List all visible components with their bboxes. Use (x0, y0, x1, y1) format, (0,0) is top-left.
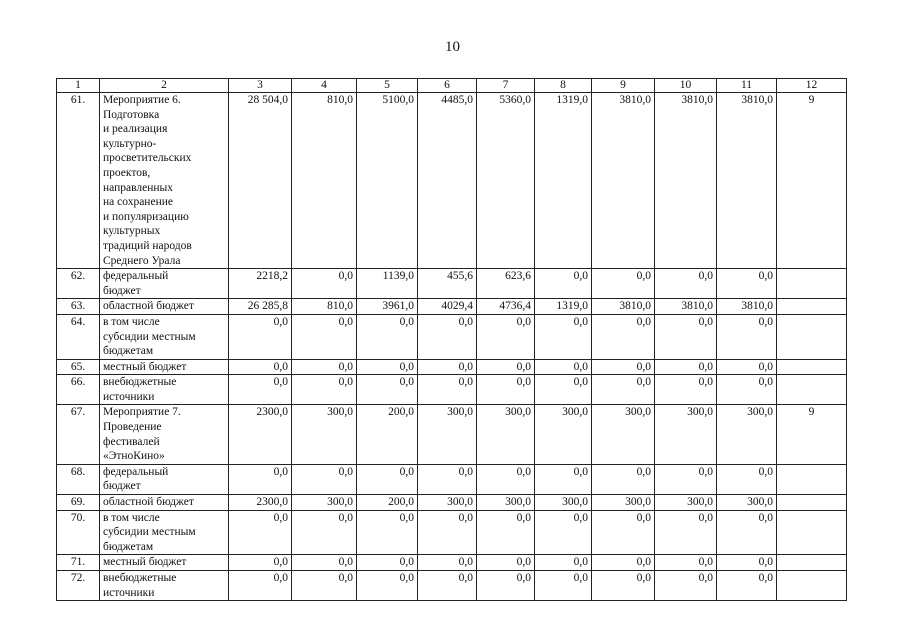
row-label (100, 359, 229, 375)
table-row (57, 464, 847, 494)
row-label-line: «ЭтноКино» (103, 450, 165, 463)
value-cell-col-8: 0,0 (535, 359, 592, 375)
table-row (57, 405, 847, 464)
value-cell-col-9: 0,0 (592, 510, 655, 555)
value-cell-col-4: 300,0 (292, 495, 357, 511)
value-cell-col-10: 300,0 (655, 405, 717, 464)
target-indicator-cell (777, 495, 847, 511)
target-indicator-cell: 9 (777, 405, 847, 464)
table-row (57, 269, 847, 299)
target-indicator-cell (777, 510, 847, 555)
value-cell-col-4: 0,0 (292, 269, 357, 299)
value-cell-col-10: 3810,0 (655, 299, 717, 315)
column-number-4: 4 (292, 79, 357, 93)
row-label-line: проектов, (103, 166, 151, 179)
table-row (57, 495, 847, 511)
value-cell-col-10: 0,0 (655, 269, 717, 299)
value-cell-col-4: 0,0 (292, 464, 357, 494)
value-cell-col-6: 4029,4 (418, 299, 477, 315)
value-cell-col-6: 0,0 (418, 555, 477, 571)
row-label-line: Мероприятие 7. (103, 406, 181, 419)
row-label-line: на сохранение (103, 196, 173, 209)
value-cell-col-10: 0,0 (655, 359, 717, 375)
value-cell-col-3: 0,0 (229, 571, 292, 601)
row-number: 64. (57, 314, 100, 359)
row-label-line: просветительских (103, 152, 192, 165)
row-label (100, 555, 229, 571)
row-number: 61. (57, 93, 100, 269)
row-number: 68. (57, 464, 100, 494)
column-number-row (57, 79, 847, 93)
target-indicator-cell (777, 359, 847, 375)
value-cell-col-5: 200,0 (357, 405, 418, 464)
row-number: 65. (57, 359, 100, 375)
column-number-8: 8 (535, 79, 592, 93)
row-label-line: в том числе (103, 511, 160, 524)
row-label-line: источники (103, 586, 155, 599)
value-cell-col-7: 623,6 (477, 269, 535, 299)
value-cell-col-5: 5100,0 (357, 93, 418, 269)
value-cell-col-3: 0,0 (229, 314, 292, 359)
value-cell-col-7: 0,0 (477, 359, 535, 375)
value-cell-col-3: 0,0 (229, 375, 292, 405)
row-label-line: областной бюджет (103, 300, 194, 313)
row-label-line: фестивалей (103, 435, 160, 448)
column-number-5: 5 (357, 79, 418, 93)
value-cell-col-6: 0,0 (418, 510, 477, 555)
row-label-line: субсидии местным (103, 526, 196, 539)
row-label (100, 299, 229, 315)
row-label-line: Мероприятие 6. (103, 94, 181, 106)
target-indicator-cell (777, 464, 847, 494)
value-cell-col-7: 4736,4 (477, 299, 535, 315)
value-cell-col-5: 0,0 (357, 510, 418, 555)
value-cell-col-10: 0,0 (655, 571, 717, 601)
value-cell-col-7: 5360,0 (477, 93, 535, 269)
row-label-line: в том числе (103, 315, 160, 328)
value-cell-col-4: 0,0 (292, 571, 357, 601)
value-cell-col-4: 810,0 (292, 299, 357, 315)
table-row (57, 510, 847, 555)
value-cell-col-11: 300,0 (717, 405, 777, 464)
value-cell-col-10: 0,0 (655, 510, 717, 555)
table-row (57, 299, 847, 315)
column-number-2: 2 (100, 79, 229, 93)
value-cell-col-9: 3810,0 (592, 93, 655, 269)
value-cell-col-7: 0,0 (477, 510, 535, 555)
value-cell-col-3: 0,0 (229, 555, 292, 571)
value-cell-col-11: 0,0 (717, 269, 777, 299)
value-cell-col-5: 0,0 (357, 359, 418, 375)
row-label-line: бюджетам (103, 345, 154, 358)
row-label-line: федеральный (103, 465, 169, 478)
value-cell-col-9: 0,0 (592, 464, 655, 494)
value-cell-col-6: 300,0 (418, 405, 477, 464)
row-label-line: бюджет (103, 284, 141, 297)
row-number: 63. (57, 299, 100, 315)
value-cell-col-8: 300,0 (535, 405, 592, 464)
value-cell-col-6: 455,6 (418, 269, 477, 299)
value-cell-col-3: 0,0 (229, 510, 292, 555)
value-cell-col-7: 300,0 (477, 495, 535, 511)
value-cell-col-6: 0,0 (418, 464, 477, 494)
value-cell-col-11: 0,0 (717, 375, 777, 405)
value-cell-col-11: 300,0 (717, 495, 777, 511)
budget-table (56, 78, 847, 601)
value-cell-col-9: 3810,0 (592, 299, 655, 315)
value-cell-col-7: 0,0 (477, 555, 535, 571)
column-number-9: 9 (592, 79, 655, 93)
value-cell-col-10: 300,0 (655, 495, 717, 511)
table-row (57, 571, 847, 601)
row-number: 67. (57, 405, 100, 464)
row-label-line: субсидии местным (103, 330, 196, 343)
column-number-1: 1 (57, 79, 100, 93)
row-label (100, 269, 229, 299)
row-label (100, 93, 229, 269)
value-cell-col-7: 0,0 (477, 314, 535, 359)
target-indicator-cell (777, 555, 847, 571)
value-cell-col-4: 0,0 (292, 510, 357, 555)
value-cell-col-11: 0,0 (717, 314, 777, 359)
value-cell-col-4: 810,0 (292, 93, 357, 269)
value-cell-col-9: 0,0 (592, 359, 655, 375)
table-row (57, 314, 847, 359)
row-number: 72. (57, 571, 100, 601)
row-label-line: и реализация (103, 123, 168, 136)
target-indicator-cell (777, 375, 847, 405)
row-label (100, 510, 229, 555)
value-cell-col-8: 0,0 (535, 314, 592, 359)
row-label-line: внебюджетные (103, 376, 177, 389)
table-body (57, 93, 847, 601)
row-label-line: бюджет (103, 480, 141, 493)
value-cell-col-6: 0,0 (418, 375, 477, 405)
value-cell-col-5: 200,0 (357, 495, 418, 511)
value-cell-col-3: 26 285,8 (229, 299, 292, 315)
value-cell-col-11: 0,0 (717, 359, 777, 375)
value-cell-col-6: 0,0 (418, 359, 477, 375)
value-cell-col-8: 0,0 (535, 555, 592, 571)
row-label-line: культурных (103, 225, 161, 238)
value-cell-col-5: 0,0 (357, 314, 418, 359)
row-label-line: и популяризацию (103, 210, 189, 223)
value-cell-col-8: 300,0 (535, 495, 592, 511)
value-cell-col-11: 0,0 (717, 510, 777, 555)
row-label-line: федеральный (103, 270, 169, 283)
value-cell-col-7: 0,0 (477, 375, 535, 405)
value-cell-col-9: 0,0 (592, 571, 655, 601)
target-indicator-cell (777, 571, 847, 601)
target-indicator-cell (777, 314, 847, 359)
value-cell-col-11: 3810,0 (717, 299, 777, 315)
value-cell-col-4: 300,0 (292, 405, 357, 464)
row-label-line: Среднего Урала (103, 254, 181, 267)
row-label-line: Проведение (103, 421, 162, 434)
value-cell-col-7: 300,0 (477, 405, 535, 464)
value-cell-col-9: 0,0 (592, 269, 655, 299)
value-cell-col-10: 0,0 (655, 375, 717, 405)
row-label-line: внебюджетные (103, 572, 177, 584)
row-label-line: бюджетам (103, 540, 154, 553)
value-cell-col-8: 0,0 (535, 375, 592, 405)
value-cell-col-9: 300,0 (592, 405, 655, 464)
target-indicator-cell (777, 299, 847, 315)
row-label (100, 495, 229, 511)
row-label (100, 314, 229, 359)
value-cell-col-9: 0,0 (592, 314, 655, 359)
value-cell-col-4: 0,0 (292, 359, 357, 375)
value-cell-col-7: 0,0 (477, 464, 535, 494)
row-number: 71. (57, 555, 100, 571)
value-cell-col-10: 0,0 (655, 464, 717, 494)
value-cell-col-7: 0,0 (477, 571, 535, 601)
row-label-line: областной бюджет (103, 496, 194, 509)
table-row (57, 375, 847, 405)
value-cell-col-5: 0,0 (357, 571, 418, 601)
row-label-line: направленных (103, 181, 174, 194)
column-number-6: 6 (418, 79, 477, 93)
value-cell-col-5: 0,0 (357, 555, 418, 571)
value-cell-col-3: 2300,0 (229, 495, 292, 511)
value-cell-col-5: 1139,0 (357, 269, 418, 299)
row-label-line: Подготовка (103, 108, 160, 121)
row-number: 70. (57, 510, 100, 555)
row-number: 69. (57, 495, 100, 511)
target-indicator-cell (777, 269, 847, 299)
value-cell-col-3: 0,0 (229, 359, 292, 375)
value-cell-col-11: 3810,0 (717, 93, 777, 269)
value-cell-col-4: 0,0 (292, 555, 357, 571)
value-cell-col-11: 0,0 (717, 555, 777, 571)
row-number: 62. (57, 269, 100, 299)
column-number-11: 11 (717, 79, 777, 93)
row-label (100, 405, 229, 464)
row-label-line: местный бюджет (103, 360, 187, 373)
value-cell-col-6: 300,0 (418, 495, 477, 511)
value-cell-col-6: 4485,0 (418, 93, 477, 269)
value-cell-col-8: 0,0 (535, 571, 592, 601)
value-cell-col-3: 2218,2 (229, 269, 292, 299)
value-cell-col-5: 3961,0 (357, 299, 418, 315)
value-cell-col-3: 2300,0 (229, 405, 292, 464)
row-label-line: традиций народов (103, 239, 192, 252)
page-number: 10 (445, 39, 460, 55)
table-row (57, 555, 847, 571)
value-cell-col-4: 0,0 (292, 375, 357, 405)
value-cell-col-11: 0,0 (717, 571, 777, 601)
row-label (100, 464, 229, 494)
value-cell-col-8: 1319,0 (535, 299, 592, 315)
value-cell-col-8: 0,0 (535, 269, 592, 299)
column-number-3: 3 (229, 79, 292, 93)
value-cell-col-9: 0,0 (592, 375, 655, 405)
value-cell-col-8: 0,0 (535, 464, 592, 494)
value-cell-col-6: 0,0 (418, 314, 477, 359)
value-cell-col-10: 3810,0 (655, 93, 717, 269)
value-cell-col-9: 0,0 (592, 555, 655, 571)
value-cell-col-11: 0,0 (717, 464, 777, 494)
column-number-10: 10 (655, 79, 717, 93)
row-label-line: местный бюджет (103, 556, 187, 569)
target-indicator-cell: 9 (777, 93, 847, 269)
value-cell-col-5: 0,0 (357, 464, 418, 494)
value-cell-col-5: 0,0 (357, 375, 418, 405)
column-number-7: 7 (477, 79, 535, 93)
value-cell-col-6: 0,0 (418, 571, 477, 601)
value-cell-col-3: 0,0 (229, 464, 292, 494)
row-label-line: источники (103, 390, 155, 403)
value-cell-col-3: 28 504,0 (229, 93, 292, 269)
table-row (57, 93, 847, 269)
value-cell-col-10: 0,0 (655, 555, 717, 571)
column-number-12: 12 (777, 79, 847, 93)
table-row (57, 359, 847, 375)
row-label-line: культурно- (103, 137, 157, 150)
row-label (100, 375, 229, 405)
value-cell-col-10: 0,0 (655, 314, 717, 359)
row-number: 66. (57, 375, 100, 405)
value-cell-col-8: 0,0 (535, 510, 592, 555)
value-cell-col-8: 1319,0 (535, 93, 592, 269)
value-cell-col-9: 300,0 (592, 495, 655, 511)
row-label (100, 571, 229, 601)
value-cell-col-4: 0,0 (292, 314, 357, 359)
